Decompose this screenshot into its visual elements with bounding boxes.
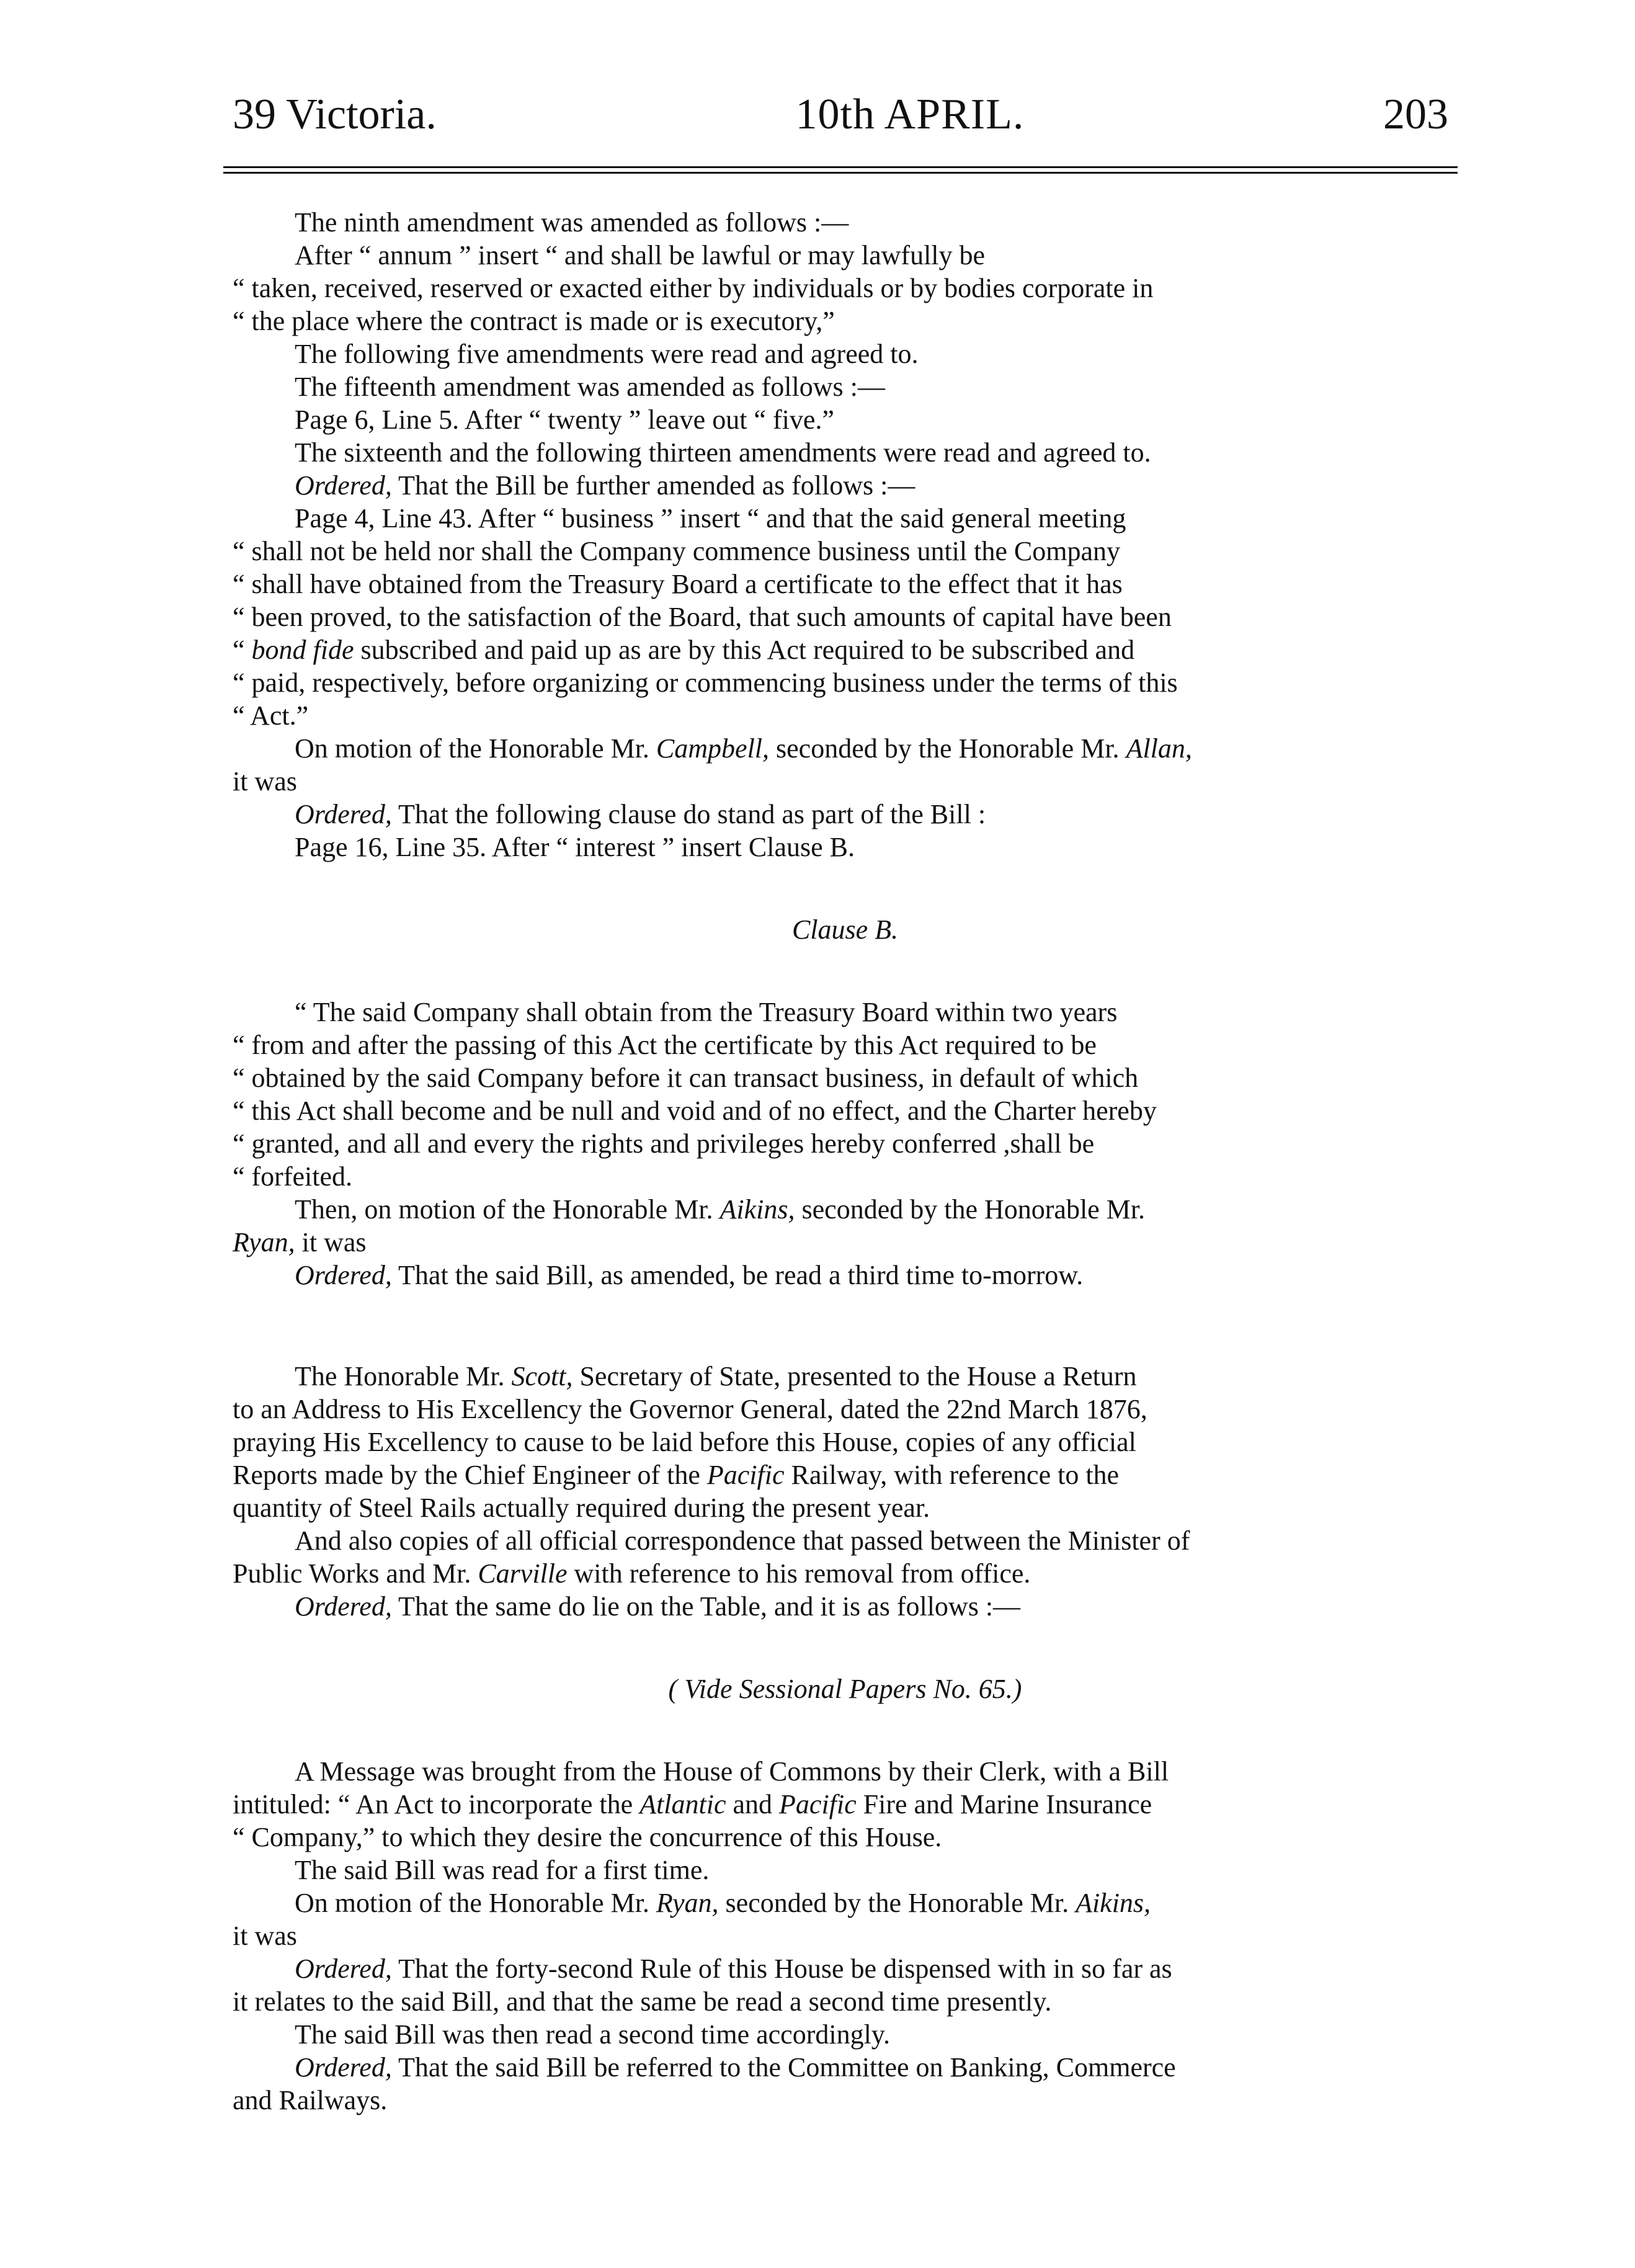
text-line: “ Company,” to which they desire the concurrence of this House. <box>233 1822 942 1852</box>
text-span: seconded by the Honorable Mr. <box>718 1888 1076 1918</box>
text-line: quantity of Steel Rails actually required during the present year. <box>233 1493 930 1523</box>
italic-phrase: bond fide <box>251 635 354 665</box>
text-line <box>233 732 1458 765</box>
vide-reference: ( Vide Sessional Papers No. 65.) <box>668 1674 1022 1704</box>
text-span: Public Works and Mr. <box>233 1558 478 1589</box>
text-span: The Honorable Mr. <box>295 1361 512 1391</box>
text-line: “ from and after the passing of this Act the certificate by this Act required to be <box>233 1030 1097 1060</box>
text-line: “ Act.” <box>233 700 309 731</box>
text-line: “ The said Company shall obtain from the Treasury Board within two years <box>295 997 1118 1027</box>
text-line <box>233 469 1458 502</box>
member-name: Scott, <box>511 1361 573 1391</box>
member-name: Ryan, <box>656 1888 719 1918</box>
text-line: “ taken, received, reserved or exacted either by individuals or by bodies corporate in <box>233 273 1154 303</box>
text-line: it was <box>233 1921 297 1951</box>
page-number: 203 <box>1383 91 1448 138</box>
text-line: “ this Act shall become and be null and void and of no effect, and the Charter hereby <box>233 1096 1157 1126</box>
text-span: Fire and Marine Insurance <box>856 1789 1152 1819</box>
ordered-label: Ordered, <box>295 470 392 501</box>
text-line: it relates to the said Bill, and that the same be read a second time presently. <box>233 1986 1052 2017</box>
ordered-label: Ordered, <box>295 799 392 829</box>
text-line: The said Bill was read for a first time. <box>295 1855 710 1885</box>
text-span: That the forty-second Rule of this House be dispensed with in so far as <box>391 1953 1172 1984</box>
text-span: Reports made by the Chief Engineer of the <box>233 1460 707 1490</box>
text-line <box>233 1886 1458 1919</box>
text-line: Page 6, Line 5. After “ twenty ” leave out “ five.” <box>295 404 834 435</box>
text-line: “ granted, and all and every the rights and privileges hereby conferred ,shall be <box>233 1128 1095 1159</box>
text-line <box>233 1226 1458 1259</box>
text-line: And also copies of all official correspondence that passed between the Minister of <box>295 1525 1190 1556</box>
member-name: Campbell, <box>656 733 770 764</box>
text-line <box>233 1788 1458 1821</box>
member-name: Ryan, <box>233 1227 295 1257</box>
text-line: Page 4, Line 43. After “ business ” insert “ and that the said general meeting <box>295 503 1126 534</box>
member-name: Carville <box>478 1558 568 1589</box>
text-line <box>233 1458 1458 1491</box>
text-line: “ the place where the contract is made or is executory,” <box>233 306 835 336</box>
ordered-label: Ordered, <box>295 2052 392 2083</box>
text-span: That the said Bill, as amended, be read a third time to-morrow. <box>391 1260 1084 1290</box>
spacer <box>233 1623 1458 1672</box>
spacer <box>233 946 1458 996</box>
ordered-label: Ordered, <box>295 1591 392 1622</box>
text-line <box>233 1590 1458 1623</box>
text-line <box>233 1193 1458 1226</box>
text-line: After “ annum ” insert “ and shall be lawful or may lawfully be <box>295 240 986 270</box>
text-line: praying His Excellency to cause to be laid before this House, copies of any official <box>233 1427 1136 1457</box>
text-line <box>233 2051 1458 2084</box>
ordered-label: Ordered, <box>295 1953 392 1984</box>
member-name: Aikins, <box>1076 1888 1151 1918</box>
spacer <box>233 1292 1458 1360</box>
text-line: Page 16, Line 35. After “ interest ” insert Clause B. <box>295 832 855 862</box>
text-span: Secretary of State, presented to the House a Return <box>572 1361 1137 1391</box>
text-line: “ paid, respectively, before organizing or commencing business under the terms of this <box>233 667 1178 698</box>
header-rule <box>223 166 1458 174</box>
text-line: “ forfeited. <box>233 1161 352 1192</box>
italic-phrase: Atlantic <box>639 1789 726 1819</box>
header-date: 10th APRIL. <box>795 91 1025 138</box>
text-span: That the Bill be further amended as follows :— <box>391 470 916 501</box>
document-page <box>223 93 1458 2117</box>
text-line: “ been proved, to the satisfaction of the Board, that such amounts of capital have been <box>233 602 1172 632</box>
text-line <box>233 1557 1458 1590</box>
text-span: Railway, with reference to the <box>784 1460 1120 1490</box>
text-line: The ninth amendment was amended as follows :— <box>295 207 849 238</box>
text-line <box>233 1360 1458 1393</box>
text-span: with reference to his removal from office. <box>567 1558 1031 1589</box>
text-span: That the following clause do stand as part of the Bill : <box>391 799 986 829</box>
text-span: On motion of the Honorable Mr. <box>295 733 656 764</box>
text-line: “ obtained by the said Company before it can transact business, in default of which <box>233 1063 1139 1093</box>
text-span: it was <box>295 1227 367 1257</box>
text-span: seconded by the Honorable Mr. <box>769 733 1126 764</box>
text-line: to an Address to His Excellency the Governor General, dated the 22nd March 1876, <box>233 1394 1147 1424</box>
text-line <box>233 633 1458 666</box>
page-body <box>223 206 1458 2117</box>
text-span: seconded by the Honorable Mr. <box>795 1194 1146 1225</box>
text-span: “ <box>233 635 252 665</box>
text-line <box>233 798 1458 831</box>
text-line: A Message was brought from the House of Commons by their Clerk, with a Bill <box>295 1756 1169 1787</box>
page-header <box>223 93 1458 136</box>
text-line <box>233 1952 1458 1985</box>
text-span: That the same do lie on the Table, and it is as follows :— <box>391 1591 1021 1622</box>
text-line: it was <box>233 766 297 797</box>
clause-heading: Clause B. <box>791 914 899 945</box>
text-line <box>233 1259 1458 1292</box>
spacer <box>233 1705 1458 1755</box>
text-span: and <box>726 1789 780 1819</box>
italic-phrase: Pacific <box>779 1789 857 1819</box>
text-span: That the said Bill be referred to the Committee on Banking, Commerce <box>391 2052 1176 2083</box>
member-name: Aikins, <box>719 1194 795 1225</box>
text-span: Then, on motion of the Honorable Mr. <box>295 1194 720 1225</box>
member-name: Allan, <box>1126 733 1192 764</box>
text-line: The sixteenth and the following thirteen amendments were read and agreed to. <box>295 437 1151 468</box>
text-line: The fifteenth amendment was amended as follows :— <box>295 372 885 402</box>
text-span: On motion of the Honorable Mr. <box>295 1888 656 1918</box>
spacer <box>233 864 1458 913</box>
ordered-label: Ordered, <box>295 1260 392 1290</box>
header-session: 39 Victoria. <box>233 91 437 138</box>
text-line: The said Bill was then read a second time accordingly. <box>295 2019 890 2050</box>
text-line: “ shall not be held nor shall the Company commence business until the Company <box>233 536 1120 566</box>
text-span: intituled: “ An Act to incorporate the <box>233 1789 640 1819</box>
text-line: and Railways. <box>233 2085 388 2115</box>
text-line: The following five amendments were read and agreed to. <box>295 339 919 369</box>
text-span: subscribed and paid up as are by this Act required to be subscribed and <box>354 635 1135 665</box>
text-line: “ shall have obtained from the Treasury Board a certificate to the effect that it has <box>233 569 1123 599</box>
italic-phrase: Pacific <box>706 1460 785 1490</box>
